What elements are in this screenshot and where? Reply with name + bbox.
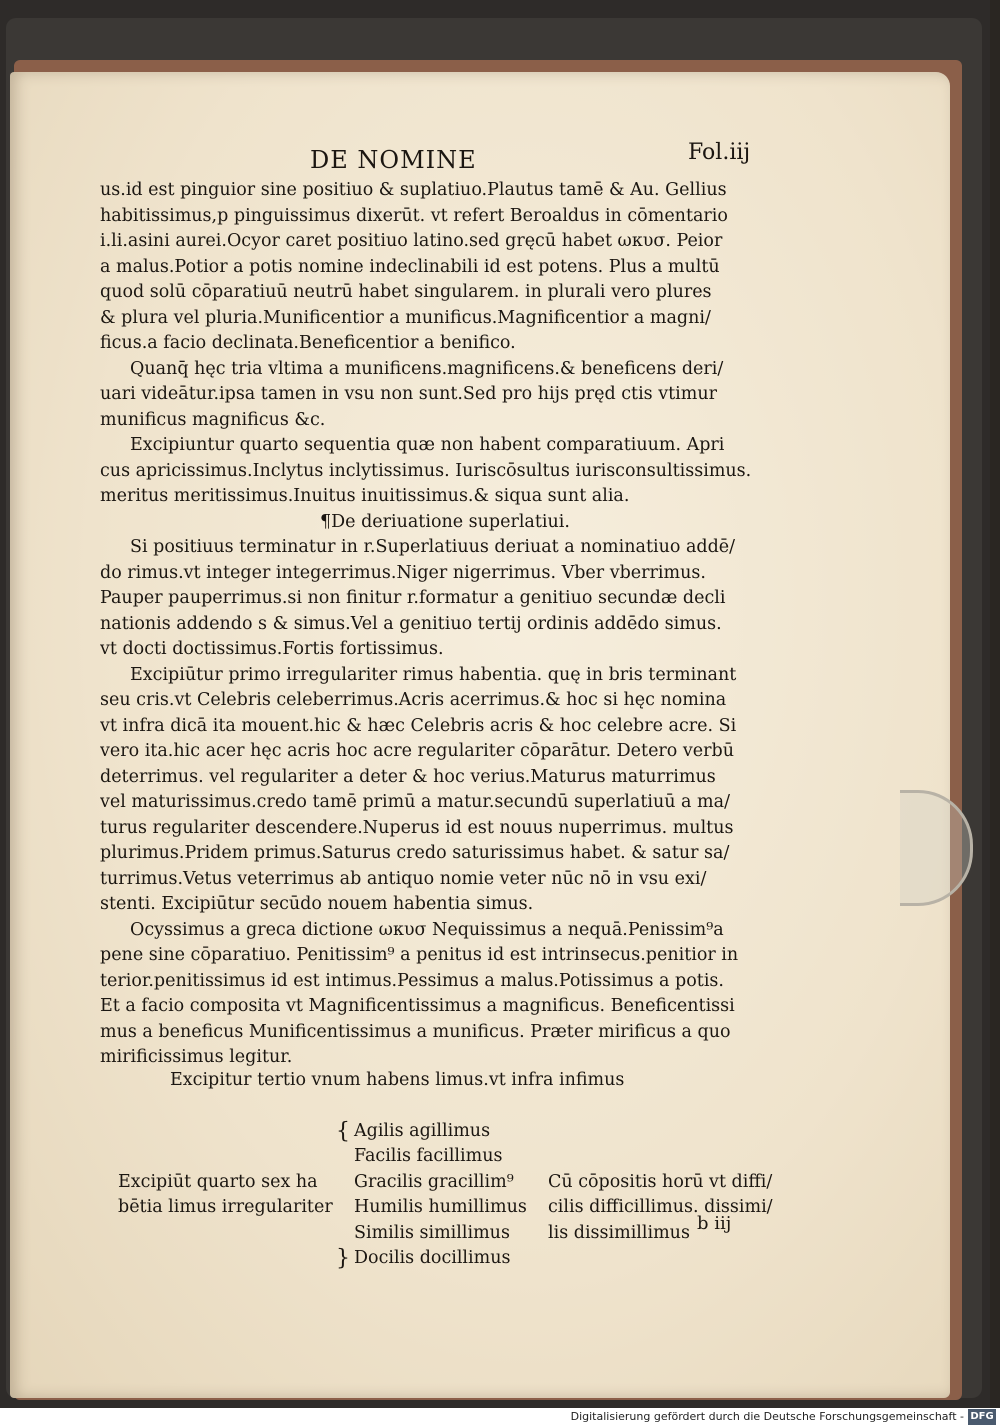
text-line: vt infra dicā ita mouent.hic & hæc Celebris acris & hoc celebre acre. Si: [100, 715, 737, 736]
text-line: vero ita.hic acer hęc acris hoc acre regulariter cōparātur. Detero verbū: [100, 741, 734, 761]
text-line: mus a beneficus Munificentissimus a munificus. Præter mirificus a quo: [100, 1021, 731, 1042]
text-line: nationis addendo s & simus.Vel a genitiuo tertij ordinis addēdo simus.: [100, 613, 722, 634]
adjective-scheme: [118, 1070, 818, 1272]
scheme-right-text: Cū cōpositis horū vt diffi/: [548, 1171, 773, 1192]
text-line: Excipiuntur quarto sequentia quæ non habent comparatiuum. Apri: [130, 435, 725, 455]
text-line: terior.penitissimus id est intimus.Pessimus a malus.Potissimus a potis.: [100, 970, 724, 991]
scheme-left-text: Excipiūt quarto sex ha: [118, 1171, 318, 1192]
scheme-word: Gracilis gracillim⁹: [354, 1171, 514, 1192]
footer-credit: Digitalisierung gefördert durch die Deutsche Forschungsgemeinschaft -: [570, 1410, 964, 1423]
scheme-word: Agilis agillimus: [354, 1120, 491, 1141]
text-line: mirificissimus legitur.: [100, 1047, 293, 1067]
text-line: quod solū cōparatiuū neutrū habet singularem. in plurali vero plures: [100, 282, 712, 302]
folio-number: Fol.iij: [688, 140, 751, 165]
scheme-word: Similis simillimus: [354, 1222, 510, 1243]
text-line: meritus meritissimus.Inuitus inuitissimus.& siqua sunt alia.: [100, 486, 630, 506]
text-line: munificus magnificus &c.: [100, 409, 326, 430]
section-heading: ¶De deriuatione superlatiui.: [320, 511, 570, 532]
dfg-logo-icon: DFG: [968, 1409, 996, 1425]
text-line: Si positiuus terminatur in r.Superlatiuus deriuat a nominatiuo addē/: [130, 537, 736, 557]
text-line: vel maturissimus.credo tamē primū a matur.secundū superlatiuū a ma/: [100, 792, 730, 812]
text-line: i.li.asini aurei.Ocyor caret positiuo latino.sed gręcū habet ωκυσ. Peior: [100, 231, 723, 251]
scheme-right-text: cilis difficillimus. dissimi/: [548, 1197, 773, 1217]
scheme-word: Humilis humillimus: [354, 1197, 527, 1217]
text-line: Quanq̄ hęc tria vltima a munificens.magnificens.& beneficens deri/: [130, 358, 724, 379]
scheme-intro: Excipitur tertio vnum habens limus.vt infra infimus: [170, 1070, 625, 1090]
text-line: a malus.Potior a potis nomine indeclinabili id est potens. Plus a multū: [100, 256, 720, 277]
text-line: do rimus.vt integer integerrimus.Niger nigerrimus. Vber vberrimus.: [100, 562, 706, 583]
running-title: DE NOMINE: [310, 146, 477, 174]
brace-open-icon: {: [336, 1118, 350, 1144]
scheme-right-text: lis dissimillimus: [548, 1222, 690, 1243]
text-line: Excipiūtur primo irregulariter rimus habentia. quę in bris terminant: [130, 664, 737, 685]
text-line: plurimus.Pridem primus.Saturus credo saturissimus habet. & satur sa/: [100, 843, 730, 863]
text-line: Ocyssimus a greca dictione ωκυσ Nequissimus a nequā.Penissim⁹a: [130, 919, 724, 940]
text-line: seu cris.vt Celebris celeberrimus.Acris acerrimus.& hoc si hęc nomina: [100, 690, 727, 710]
text-line: Pauper pauperrimus.si non finitur r.formatur a genitiuo secundæ decli: [100, 588, 726, 608]
scheme-word: Docilis docillimus: [354, 1248, 511, 1268]
text-line: us.id est pinguior sine positiuo & suplatiuo.Plautus tamē & Au. Gellius: [100, 180, 727, 200]
text-line: Et a facio composita vt Magnificentissimus a magnificus. Beneficentissi: [100, 996, 735, 1016]
scheme-left-text: bētia limus irregulariter: [118, 1197, 333, 1217]
text-line: turrimus.Vetus veterrimus ab antiquo nomie veter nūc nō in vsu exi/: [100, 868, 707, 889]
text-line: cus apricissimus.Inclytus inclytissimus. Iuriscōsultus iurisconsultissimus.: [100, 460, 752, 481]
text-line: turus regulariter descendere.Nuperus id est nouus nuperrimus. multus: [100, 817, 734, 838]
body-text: [100, 178, 800, 1071]
text-line: ficus.a facio declinata.Beneficentior a benifico.: [100, 333, 516, 353]
text-line: stenti. Excipiūtur secūdo nouem habentia simus.: [100, 894, 534, 914]
text-line: pene sine cōparatiuo. Penitissim⁹ a penitus id est intrinsecus.penitior in: [100, 945, 739, 965]
signature-mark: b iij: [697, 1213, 732, 1234]
scheme-word: Facilis facillimus: [354, 1146, 503, 1166]
text-line: uari videātur.ipsa tamen in vsu non sunt.Sed pro hijs pręd ctis vtimur: [100, 384, 717, 404]
text-line: vt docti doctissimus.Fortis fortissimus.: [100, 639, 444, 659]
text-line: & plura vel pluria.Munificentior a munificus.Magnificentior a magni/: [100, 307, 711, 328]
text-line: deterrimus. vel regulariter a deter & hoc verius.Maturus maturrimus: [100, 766, 716, 787]
text-line: habitissimus,p pinguissimus dixerūt. vt refert Beroaldus in cōmentario: [100, 205, 728, 226]
brace-close-icon: }: [336, 1246, 350, 1271]
